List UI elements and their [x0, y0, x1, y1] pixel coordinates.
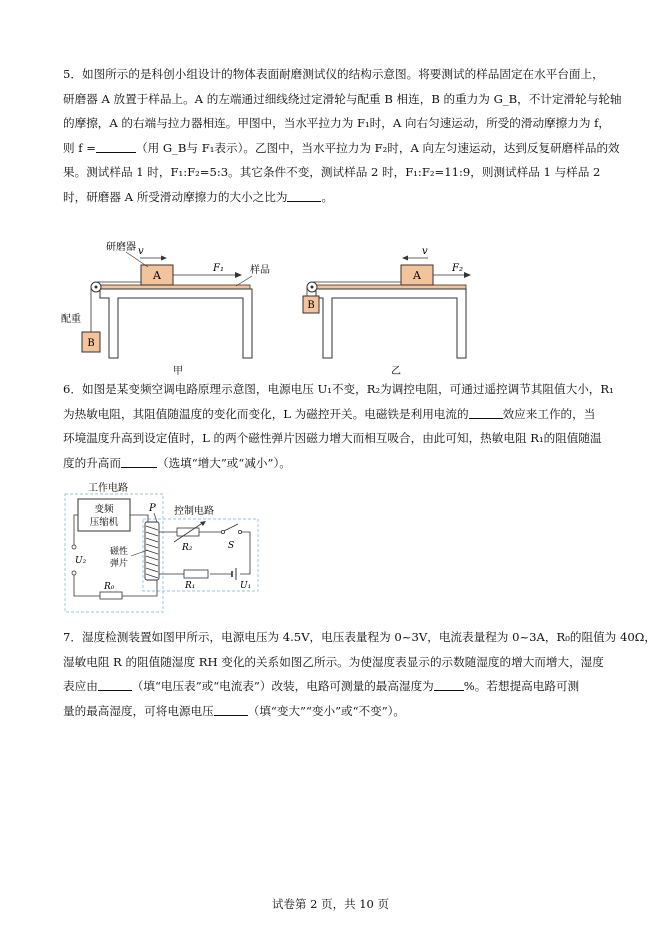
q7-line-3 — [63, 674, 611, 699]
answer-blank-q6-a[interactable] — [469, 406, 503, 419]
q6-line-2a: 为热敏电阻，其阻值随温度的变化而变化，L 为磁控开关。电磁铁是利用电流的 — [63, 406, 469, 421]
terminal-U2-top — [72, 545, 76, 549]
sample-strip-left — [100, 285, 250, 289]
answer-blank-q5-b[interactable] — [287, 189, 321, 202]
force-F1-label: F₁ — [213, 263, 224, 274]
force-F1-arrowhead — [235, 272, 242, 278]
block-B-label-left: B — [87, 338, 95, 349]
force-F2-arrowhead — [464, 272, 471, 278]
answer-blank-q6-b[interactable] — [121, 455, 157, 468]
pulley-axle-left — [95, 286, 98, 289]
question-6 — [63, 377, 614, 475]
terminal-U2-bottom — [72, 571, 76, 575]
resistor-R2-label: R₂ — [182, 543, 193, 553]
q7-line-1: 7．湿度检测装置如图甲所示，电源电压为 4.5V，电压表量程为 0~3V，电流表量程为 0~3A，R₀的阻值为 40Ω， — [63, 630, 656, 644]
q5-line-4b: （用 G_B与 F₁表示）。乙图中，当水平拉力为 F₂时，A 向左匀速运动，达到反复研磨样品的效 — [135, 140, 620, 155]
sample-leader-line — [236, 276, 252, 286]
figure-5-diagram — [60, 232, 480, 377]
q6-line-2b: 效应来工作的，当 — [502, 406, 596, 421]
work-wire-left-bottom — [74, 575, 100, 596]
thermistor-R1-label: R₁ — [185, 581, 196, 591]
figure-6-circuit-diagram — [60, 478, 260, 616]
caption-left: 甲 — [173, 366, 183, 377]
switch-S-label: S — [228, 541, 235, 551]
velocity-label-left: v — [138, 246, 144, 257]
compressor-label-line1: 变频 — [94, 504, 114, 515]
q6-line-3: 环境温度升高到设定值时，L 的两个磁性弹片因磁力增大而相互吸合，由此可知，热敏电阻 R₁的阻值随温 — [63, 431, 602, 445]
switch-S-lever[interactable] — [224, 524, 238, 531]
pulley-axle-right — [311, 286, 314, 289]
q5-line-6a: 时，研磨器 A 所受滑动摩擦力的大小之比为 — [63, 189, 288, 204]
q5-line-6b: 。 — [321, 189, 334, 204]
block-B-label-right: B — [307, 300, 315, 311]
compressor-label-line2: 压缩机 — [89, 517, 119, 528]
apparatus-right — [303, 246, 471, 377]
page-footer: 试卷第 2 页，共 10 页 — [271, 897, 390, 911]
work-wire-left-top — [74, 515, 78, 545]
caption-right: 乙 — [391, 366, 401, 377]
q5-line-4 — [63, 136, 620, 161]
q7-line-3c: %。若想提高电路可测 — [463, 679, 580, 693]
velocity-label-right: v — [422, 246, 428, 257]
q7-line-3a: 表应由 — [63, 679, 98, 693]
q7-line-4b: （填“变大”“变小”或“不变”）。 — [247, 703, 406, 718]
q6-line-1: 6．如图是某变频空调电路原理示意图，电源电压 U₁不变，R₂为调控电阻，可通过遥控调节其阻值大小，R₁ — [63, 382, 614, 396]
resistor-R0-label: R₀ — [104, 582, 115, 592]
answer-blank-q7-c[interactable] — [214, 703, 248, 716]
q5-line-3: 的摩擦，A 的右端与拉力器相连。甲图中，当水平拉力为 F₁时，A 向右匀速运动，所受的滑动摩擦力为 f， — [63, 116, 611, 130]
velocity-arrowhead-right — [402, 256, 408, 261]
q7-line-2: 湿敏电阻 R 的阻值随湿度 RH 变化的关系如图乙所示。为使湿度表显示的示数随湿度的增大而增大，湿度 — [63, 654, 604, 669]
q5-line-4a: 则 f = — [63, 140, 96, 155]
answer-blank-q5-a[interactable] — [96, 140, 136, 153]
q5-line-1: 5．如图所示的是科创小组设计的物体表面耐磨测试仪的结构示意图。将要测试的样品固定在水平台面上， — [63, 67, 604, 81]
sample-label: 样品 — [250, 265, 270, 276]
velocity-arrowhead-left — [161, 256, 167, 261]
magnetic-reed-label-line1: 磁性 — [110, 547, 129, 557]
grinder-label: 研磨器 — [106, 242, 136, 253]
block-A-label-right: A — [413, 269, 421, 282]
sample-strip-right — [316, 285, 466, 289]
point-P-label: P — [149, 503, 156, 514]
q5-line-6 — [63, 185, 611, 210]
q6-line-4a: 度的升高而 — [63, 455, 121, 470]
grinder-leader-line — [126, 252, 148, 267]
weight-label: 配重 — [61, 314, 81, 325]
q7-line-3b: （填“电压表”或“电流表”）改装，电路可测量的最高湿度为 — [131, 679, 434, 693]
point-P-leader — [154, 513, 157, 522]
resistor-R2-adjust-arrowhead — [200, 521, 206, 526]
resistor-R0 — [100, 592, 122, 599]
question-7 — [63, 625, 656, 723]
q6-line-4b: （选填“增大”或“减小”）。 — [156, 455, 291, 470]
block-A-label-left: A — [153, 269, 161, 282]
battery-U1-label: U₁ — [240, 581, 252, 591]
q5-line-5: 果。测试样品 1 时，F₁:F₂=5:3。其它条件不变，测试样品 2 时，F₁:F₂=11:9，则测试样品 1 与样品 2 — [63, 165, 601, 179]
q7-line-4a: 量的最高湿度，可将电源电压 — [63, 703, 214, 718]
apparatus-left — [61, 240, 270, 377]
q6-line-4 — [63, 451, 611, 476]
answer-blank-q7-b[interactable] — [434, 678, 464, 691]
table-left — [100, 289, 252, 358]
force-F2-label: F₂ — [452, 263, 463, 274]
magnetic-reed-label-line2: 弹片 — [110, 559, 129, 569]
resistor-R2 — [177, 528, 199, 536]
table-right — [316, 289, 466, 358]
q6-line-2 — [63, 402, 611, 427]
q5-line-2: 研磨器 A 放置于样品上。A 的左端通过细线绕过定滑轮与配重 B 相连，B 的重力为 G_B，不计定滑轮与轮轴 — [63, 91, 622, 106]
voltage-U2-label: U₂ — [75, 556, 87, 566]
q7-line-4 — [63, 699, 611, 724]
work-circuit-label: 工作电路 — [88, 483, 128, 494]
control-wire-right — [240, 532, 250, 574]
control-circuit-label: 控制电路 — [174, 506, 214, 517]
answer-blank-q7-a[interactable] — [98, 678, 132, 691]
thermistor-R1 — [184, 570, 208, 578]
question-5 — [63, 62, 622, 209]
